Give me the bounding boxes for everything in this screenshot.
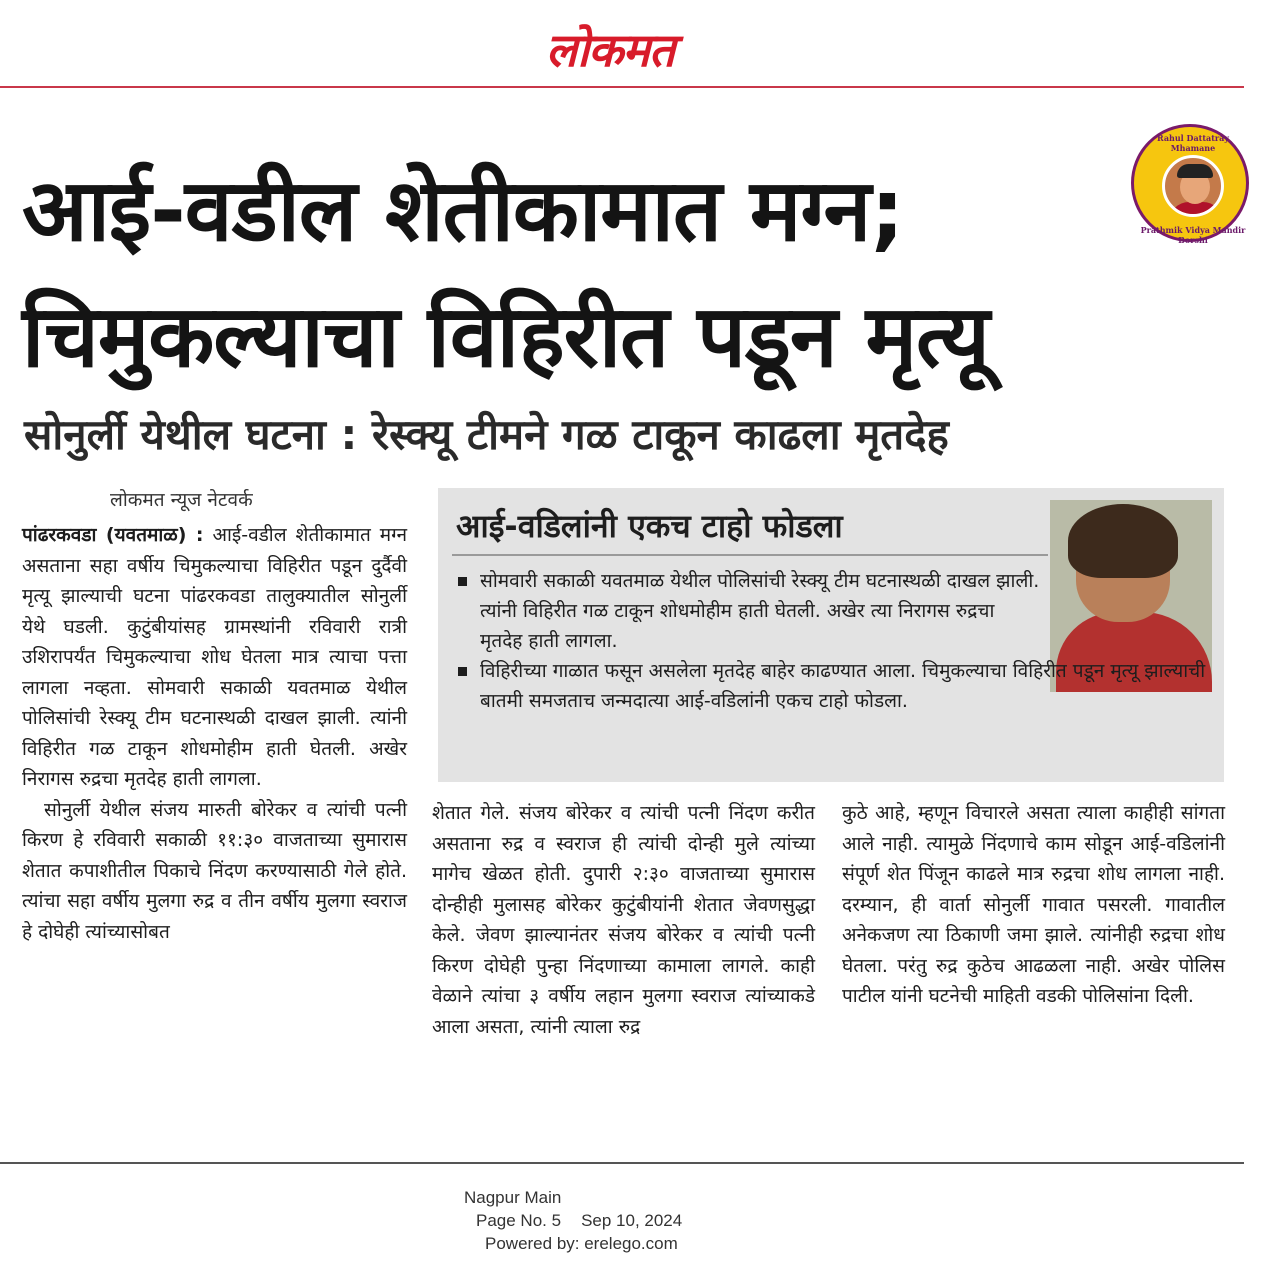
newspaper-logo: लोकमत: [545, 23, 675, 77]
paragraph-1: [22, 520, 407, 795]
list-item: सोमवारी सकाळी यवतमाळ येथील पोलिसांची रेस्क्यू टीम घटनास्थळी दाखल झाली. त्यांनी विहिरीत गळ टाकून शोधमोहीम हाती घेतली. अखेर त्या निरागस रुद्रचा मृतदेह हाती लागला.: [456, 566, 1042, 656]
powered-by: Powered by: erelego.com: [485, 1234, 678, 1253]
article-column-1: [22, 520, 407, 947]
bullet-icon: [458, 577, 467, 586]
sidebar-box-divider: [452, 554, 1048, 556]
footer: [440, 1186, 760, 1255]
headline: [22, 148, 1222, 400]
bullet-icon: [458, 667, 467, 676]
byline: लोकमत न्यूज नेटवर्क: [110, 489, 253, 511]
article-column-2: [432, 798, 815, 1042]
sidebar-box-title: आई-वडिलांनी एकच टाहो फोडला: [456, 507, 843, 545]
list-item: विहिरीच्या गाळात फसून असलेला मृतदेह बाहेर काढण्यात आला. चिमुकल्याचा विहिरीत पडून मृत्यू झाल्याची बातमी समजताच जन्मदात्या आई-वडिलांनी एकच टाहो फोडला.: [456, 656, 1216, 716]
article-column-3: [842, 798, 1225, 1012]
page-info: [440, 1209, 760, 1232]
dateline: पांढरकवडा (यवतमाळ) :: [22, 524, 204, 546]
headline-line-2: चिमुकल्याचा विहिरीत पडून मृत्यू: [22, 287, 989, 387]
paragraph-2: सोनुर्ली येथील संजय मारुती बोरेकर व त्यांची पत्नी किरण हे रविवारी सकाळी ११:३० वाजताच्या सुमारास शेतात कपाशीतील पिकाचे निंदण करण्यासाठी गेले होते. त्यांचा सहा वर्षीय मुलगा रुद्र व तीन वर्षीय मुलगा स्वराज हे दोघेही त्यांच्यासोबत: [22, 798, 407, 943]
badge-name: Rahul Dattatray Mhamane: [1157, 133, 1229, 153]
sidebar-bullet-list: [456, 566, 1216, 716]
paragraph-1-text: आई-वडील शेतीकामात मग्न असताना सहा वर्षीय चिमुकल्याचा विहिरीत पडून दुर्दैवी मृत्यू झाल्याची घटना पांढरकवडा तालुक्यातील सोनुर्ली येथे घडली. कुटुंबीयांसह ग्रामस्थांनी रविवारी रात्री उशिरापर्यंत चिमुकल्याचा शोध घेतला मात्र त्याचा पत्ता लागला नव्हता. सोमवारी सकाळी यवतमाळ येथील पोलिसांची रेस्क्यू टीम घटनास्थळी दाखल झाली. त्यांनी विहिरीत गळ टाकून शोधमोहीम हाती घेतली. अखेर निरागस रुद्रचा मृतदेह हाती लागला.: [22, 524, 407, 790]
sidebar-box: [438, 488, 1224, 782]
column-2-text: शेतात गेले. संजय बोरेकर व त्यांची पत्नी निंदण करीत असताना रुद्र व स्वराज ही त्यांची दोन्ही मुले त्यांच्या मागेच खेळत होती. दुपारी २:३० वाजताच्या सुमारास दोन्हीही मुलासह बोरेकर कुटुंबीयांनी शेतात जेवणसुद्धा केले. जेवण झाल्यानंतर संजय बोरेकर व त्यांची पत्नी किरण दोघेही पुन्हा निंदणाच्या कामाला लागले. काही वेळाने त्यांचा ३ वर्षीय लहान मुलगा स्वराज त्यांच्याकडे आला असता, त्यांनी त्याला रुद्र: [432, 802, 815, 1038]
page-number: Page No. 5: [476, 1211, 562, 1230]
subheadline: सोनुर्ली येथील घटना : रेस्क्यू टीमने गळ टाकून काढला मृतदेह: [24, 410, 949, 459]
column-3-text: कुठे आहे, म्हणून विचारले असता त्याला काहीही सांगता आले नाही. त्यामुळे निंदणाचे काम सोडून आई-वडिलांनी संपूर्ण शेत पिंजून काढले मात्र रुद्रचा शोध लागला नाही. दरम्यान, ही वार्ता सोनुर्ली गावात पसरली. गावातील अनेकजण त्या ठिकाणी जमा झाले. त्यांनीही रुद्रचा शोध घेतला. परंतु रुद्र कुठेच आढळला नाही. अखेर पोलिस पाटील यांनी घटनेची माहिती वडकी पोलिसांना दिली.: [842, 802, 1225, 1007]
footer-divider: [0, 1162, 1244, 1164]
edition-name: Nagpur Main: [464, 1188, 562, 1207]
badge-school: Prathmik Vidya Mandir Borshi: [1140, 225, 1246, 245]
masthead: [0, 0, 1280, 92]
masthead-divider: [0, 86, 1244, 88]
headline-line-1: आई-वडील शेतीकामात मग्न;: [22, 161, 904, 261]
issue-date: Sep 10, 2024: [581, 1211, 683, 1230]
